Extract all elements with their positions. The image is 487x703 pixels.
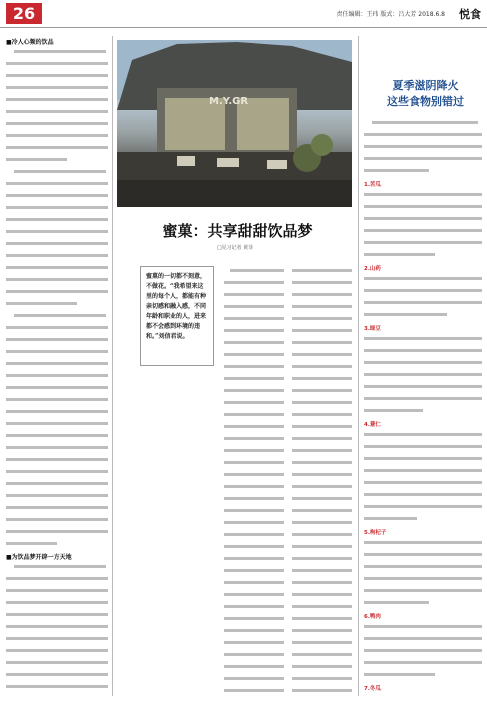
text-line bbox=[364, 157, 482, 166]
text-line bbox=[6, 254, 108, 263]
text-line bbox=[6, 434, 108, 443]
text-line bbox=[292, 281, 352, 290]
text-line bbox=[224, 341, 284, 350]
text-line bbox=[6, 242, 108, 251]
text-line bbox=[364, 469, 482, 478]
text-line bbox=[292, 509, 352, 518]
text-line bbox=[364, 565, 482, 574]
text-line bbox=[292, 677, 352, 686]
text-line bbox=[224, 689, 284, 696]
text-line bbox=[6, 62, 108, 71]
text-line bbox=[224, 425, 284, 434]
text-line bbox=[6, 422, 108, 431]
text-line bbox=[364, 337, 482, 346]
text-line bbox=[224, 569, 284, 578]
text-line bbox=[6, 362, 108, 371]
text-line bbox=[364, 505, 482, 514]
text-line bbox=[6, 470, 108, 479]
text-line bbox=[6, 206, 108, 215]
text-line bbox=[292, 689, 352, 696]
text-line bbox=[224, 413, 284, 422]
text-line bbox=[292, 629, 352, 638]
text-line bbox=[6, 290, 108, 299]
text-line bbox=[292, 341, 352, 350]
text-line bbox=[6, 230, 108, 239]
text-line bbox=[292, 569, 352, 578]
text-line bbox=[364, 277, 482, 286]
text-line bbox=[6, 158, 108, 167]
text-line bbox=[224, 581, 284, 590]
text-line bbox=[6, 338, 108, 347]
text-line bbox=[292, 605, 352, 614]
text-line bbox=[6, 482, 108, 491]
text-line bbox=[364, 169, 482, 178]
sidebar-article-title bbox=[373, 78, 478, 110]
text-line bbox=[292, 353, 352, 362]
text-line bbox=[364, 373, 482, 382]
text-line bbox=[224, 521, 284, 530]
text-line bbox=[364, 397, 482, 406]
text-line bbox=[364, 481, 482, 490]
text-line bbox=[364, 553, 482, 562]
text-line bbox=[292, 521, 352, 530]
text-line bbox=[364, 601, 482, 610]
text-line bbox=[364, 649, 482, 658]
text-line bbox=[364, 121, 482, 130]
text-line bbox=[6, 625, 108, 634]
left-column bbox=[6, 36, 108, 696]
text-line bbox=[224, 509, 284, 518]
text-line bbox=[224, 437, 284, 446]
text-line bbox=[6, 589, 108, 598]
text-line bbox=[364, 361, 482, 370]
divider-right bbox=[358, 36, 359, 696]
text-line bbox=[224, 497, 284, 506]
text-line bbox=[364, 145, 482, 154]
text-line bbox=[292, 317, 352, 326]
page-header bbox=[0, 0, 487, 28]
text-line bbox=[292, 329, 352, 338]
text-line bbox=[6, 685, 108, 694]
text-line bbox=[292, 557, 352, 566]
text-line bbox=[6, 410, 108, 419]
text-line bbox=[6, 446, 108, 455]
text-line bbox=[364, 349, 482, 358]
text-line bbox=[292, 293, 352, 302]
text-line bbox=[224, 641, 284, 650]
section-name: 悦食 bbox=[459, 8, 481, 21]
text-line bbox=[224, 305, 284, 314]
text-line bbox=[224, 449, 284, 458]
text-line bbox=[6, 613, 108, 622]
article-title: 蜜菓：共享甜甜饮品梦 bbox=[162, 222, 313, 240]
text-line bbox=[6, 637, 108, 646]
text-line bbox=[364, 541, 482, 550]
text-line bbox=[292, 425, 352, 434]
text-line bbox=[364, 205, 482, 214]
text-line bbox=[6, 302, 108, 311]
text-line bbox=[224, 617, 284, 626]
text-line bbox=[292, 473, 352, 482]
text-line bbox=[364, 589, 482, 598]
text-line bbox=[292, 377, 352, 386]
pull-quote: 蜜菓的一切都不刻意，不做花。“我希望来这里的每个人，都能有种亲切感和融入感，不同年龄和职业的人，进来都不会感到环境的违和。”刘信君说。 bbox=[140, 266, 214, 366]
text-line bbox=[292, 533, 352, 542]
text-line bbox=[292, 617, 352, 626]
text-line bbox=[6, 649, 108, 658]
text-line bbox=[224, 605, 284, 614]
text-line bbox=[364, 289, 482, 298]
text-line bbox=[6, 134, 108, 143]
text-line bbox=[292, 461, 352, 470]
text-line bbox=[6, 110, 108, 119]
food-item-heading: 7.冬瓜 bbox=[364, 686, 381, 692]
text-line bbox=[224, 293, 284, 302]
text-line bbox=[364, 433, 482, 442]
text-line bbox=[224, 473, 284, 482]
text-line bbox=[292, 401, 352, 410]
text-line bbox=[6, 506, 108, 515]
text-line bbox=[364, 301, 482, 310]
text-line bbox=[6, 350, 108, 359]
section-heading-dream: ■为饮品梦开辟一方天地 bbox=[6, 554, 72, 561]
text-line bbox=[224, 677, 284, 686]
text-line bbox=[292, 665, 352, 674]
text-line bbox=[292, 413, 352, 422]
text-line bbox=[224, 353, 284, 362]
text-line bbox=[6, 266, 108, 275]
text-line bbox=[6, 170, 108, 179]
svg-text:M.Y.GR: M.Y.GR bbox=[209, 96, 249, 107]
text-line bbox=[364, 241, 482, 250]
text-line bbox=[6, 86, 108, 95]
text-line bbox=[364, 385, 482, 394]
title-line-2: 这些食物别错过 bbox=[387, 95, 464, 108]
text-line bbox=[224, 377, 284, 386]
food-item-heading: 2.山药 bbox=[364, 266, 381, 272]
text-line bbox=[292, 365, 352, 374]
text-line bbox=[6, 50, 108, 59]
text-line bbox=[364, 253, 482, 262]
text-line bbox=[224, 317, 284, 326]
text-line bbox=[6, 518, 108, 527]
text-line bbox=[6, 386, 108, 395]
text-line bbox=[224, 557, 284, 566]
text-line bbox=[224, 629, 284, 638]
text-line bbox=[292, 545, 352, 554]
text-line bbox=[364, 445, 482, 454]
text-line bbox=[6, 218, 108, 227]
divider-left bbox=[112, 36, 113, 696]
text-line bbox=[6, 182, 108, 191]
text-line bbox=[6, 374, 108, 383]
editor-info: 责任编辑：王玮 版式：吕大芳 2018.6.8 bbox=[336, 11, 445, 18]
text-line bbox=[292, 641, 352, 650]
text-line bbox=[292, 581, 352, 590]
title-line-1: 夏季滋阴降火 bbox=[392, 79, 459, 92]
text-line bbox=[224, 329, 284, 338]
text-line bbox=[6, 601, 108, 610]
food-item-heading: 6.鸭肉 bbox=[364, 614, 381, 620]
text-line bbox=[6, 146, 108, 155]
main-column-middle bbox=[224, 266, 284, 696]
text-line bbox=[6, 98, 108, 107]
text-line bbox=[6, 673, 108, 682]
text-line bbox=[364, 577, 482, 586]
text-line bbox=[292, 269, 352, 278]
section-heading-cold-drinks: ■冷人心频的饮品 bbox=[6, 39, 54, 46]
text-line bbox=[224, 401, 284, 410]
text-line bbox=[292, 593, 352, 602]
text-line bbox=[364, 625, 482, 634]
text-line bbox=[364, 457, 482, 466]
text-line bbox=[224, 545, 284, 554]
text-line bbox=[6, 542, 108, 551]
text-line bbox=[6, 565, 108, 574]
text-line bbox=[6, 278, 108, 287]
text-line bbox=[364, 493, 482, 502]
text-line bbox=[224, 365, 284, 374]
text-line bbox=[364, 409, 482, 418]
text-line bbox=[364, 229, 482, 238]
text-line bbox=[6, 530, 108, 539]
text-line bbox=[292, 305, 352, 314]
text-line bbox=[224, 653, 284, 662]
text-line bbox=[364, 673, 482, 682]
text-line bbox=[364, 133, 482, 142]
text-line bbox=[292, 449, 352, 458]
text-line bbox=[6, 398, 108, 407]
text-line bbox=[364, 517, 482, 526]
text-line bbox=[6, 74, 108, 83]
page-number: 26 bbox=[6, 3, 42, 24]
text-line bbox=[6, 494, 108, 503]
text-line bbox=[224, 281, 284, 290]
text-line bbox=[364, 661, 482, 670]
text-line bbox=[224, 389, 284, 398]
right-column bbox=[364, 118, 482, 696]
text-line bbox=[224, 461, 284, 470]
food-item-heading: 4.薏仁 bbox=[364, 422, 381, 428]
text-line bbox=[6, 122, 108, 131]
text-line bbox=[6, 326, 108, 335]
text-line bbox=[364, 217, 482, 226]
text-line bbox=[224, 485, 284, 494]
text-line bbox=[6, 194, 108, 203]
text-line bbox=[6, 314, 108, 323]
text-line bbox=[292, 437, 352, 446]
text-line bbox=[6, 458, 108, 467]
text-line bbox=[6, 661, 108, 670]
text-line bbox=[224, 593, 284, 602]
text-line bbox=[224, 665, 284, 674]
food-item-heading: 5.枸杞子 bbox=[364, 530, 387, 536]
food-item-heading: 3.绿豆 bbox=[364, 326, 381, 332]
text-line bbox=[292, 653, 352, 662]
text-line bbox=[224, 269, 284, 278]
text-line bbox=[6, 577, 108, 586]
text-line bbox=[224, 533, 284, 542]
text-line bbox=[364, 313, 482, 322]
text-line bbox=[292, 485, 352, 494]
food-item-heading: 1.苦瓜 bbox=[364, 182, 381, 188]
main-column-right bbox=[292, 266, 352, 696]
article-byline: □见习记者 黄菲 bbox=[216, 245, 254, 251]
text-line bbox=[364, 193, 482, 202]
cafe-storefront-photo bbox=[117, 40, 352, 207]
text-line bbox=[292, 389, 352, 398]
text-line bbox=[364, 637, 482, 646]
text-line bbox=[292, 497, 352, 506]
